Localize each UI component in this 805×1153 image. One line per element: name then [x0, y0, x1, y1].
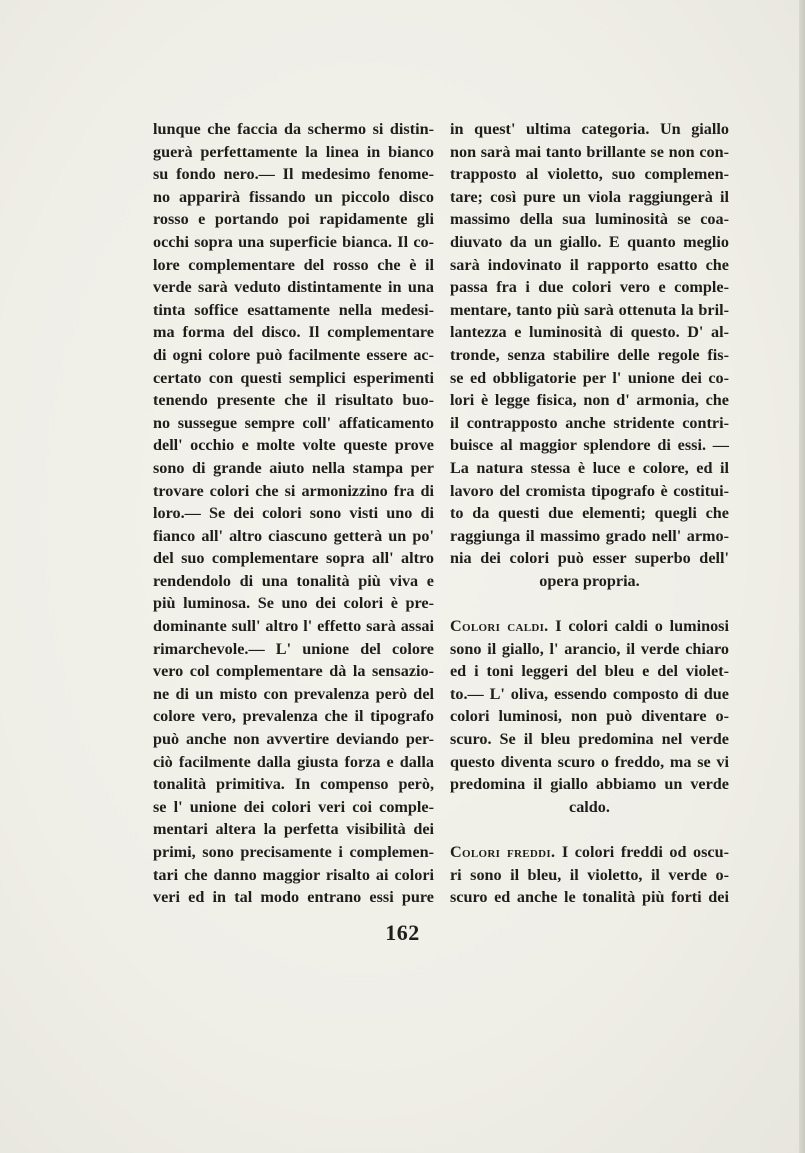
text-line: rosso e portando poi rapidamente gli — [153, 210, 434, 229]
text-line: passa fra i due colori vero e comple- — [450, 278, 729, 297]
text-line: nia dei colori può esser superbo dell' — [450, 549, 729, 568]
text-line: opera propria. — [539, 571, 640, 590]
text-line: tenendo presente che il risultato buo- — [153, 391, 434, 410]
text-line: non sarà mai tanto brillante se non con- — [450, 142, 729, 161]
text-line: diuvato da un giallo. E quanto meglio — [450, 232, 729, 251]
text-line: ne di un misto con prevalenza però del — [153, 684, 434, 703]
warm-colors-first-line: Colori caldi. I colori caldi o luminosi — [450, 617, 729, 636]
text-line: tare; così pure un viola raggiungerà il — [450, 187, 729, 206]
text-line: scuro ed anche le tonalità più forti dei — [450, 888, 729, 907]
text-line: sono di grande aiuto nella stampa per — [153, 458, 434, 477]
text-line: se ed obbligatorie per l' unione dei co- — [450, 368, 729, 387]
text-line: colore vero, prevalenza che il tipografo — [153, 707, 434, 726]
text-line: certato con questi semplici esperimenti — [153, 368, 434, 387]
left-column — [153, 118, 434, 909]
text-line: rimarchevole.— L' unione del colore — [153, 639, 434, 658]
text-line: to da questi due elementi; quegli che — [450, 504, 729, 523]
text-line: predomina il giallo abbiamo un verde — [450, 775, 729, 794]
text-line: più luminosa. Se uno dei colori è pre- — [153, 594, 434, 613]
text-line: ed i toni leggeri del bleu e del violet- — [450, 662, 729, 681]
text-line: su fondo nero.— Il medesimo fenome- — [153, 165, 434, 184]
cold-colors-first-line: Colori freddi. I colori freddi od oscu- — [450, 843, 730, 861]
text-line: lore complementare del rosso che è il — [153, 255, 434, 274]
text-line: tronde, senza stabilire delle regole fis- — [450, 345, 729, 364]
text-line: può anche non avvertire deviando per- — [153, 730, 434, 749]
text-line: scuro. Se il bleu predomina nel verde — [450, 730, 729, 749]
text-line: in quest' ultima categoria. Un giallo — [450, 120, 729, 138]
text-line: dominante sull' altro l' effetto sarà assai — [153, 617, 434, 636]
text-line: trovare colori che si armonizzino fra di — [153, 481, 434, 500]
text-line: veri ed in tal modo entrano essi pure — [153, 888, 434, 907]
text-line: sarà indovinato il rapporto esatto che — [450, 255, 729, 274]
text-line: il contrapposto anche stridente contri- — [450, 413, 729, 432]
text-line: se l' unione dei colori veri coi comple- — [153, 797, 434, 816]
text-line: lavoro del cromista tipografo è costitui- — [450, 481, 729, 500]
text-line: verde sarà veduto distintamente in una — [153, 278, 434, 297]
text-line: no apparirà fissando un piccolo disco — [153, 187, 434, 206]
text-line: raggiunga il massimo grado nell' armo- — [450, 526, 729, 545]
text-line: lantezza e luminosità di questo. D' al- — [450, 323, 729, 342]
text-line: ri sono il bleu, il violetto, il verde o- — [450, 865, 729, 884]
text-line: ma forma del disco. Il complementare — [153, 323, 434, 342]
text-line: mentari altera la perfetta visibilità dei — [153, 820, 434, 839]
text-line: fianco all' altro ciascuno getterà un po' — [153, 526, 434, 545]
text-line: lori è legge fisica, non d' armonia, che — [450, 391, 729, 410]
text-line: di ogni colore può facilmente essere ac- — [153, 345, 434, 364]
text-line: trapposto al violetto, suo complemen- — [450, 165, 729, 184]
page-number: 162 — [385, 920, 420, 945]
right-column — [450, 118, 729, 909]
text-line: questo diventa scuro o freddo, ma se vi — [450, 752, 729, 771]
text-line: tonalità primitiva. In compenso però, — [153, 775, 434, 794]
text-line: loro.— Se dei colori sono visti uno di — [153, 504, 434, 523]
text-line: massimo della sua luminosità se coa- — [450, 210, 729, 229]
text-line: rendendolo di una tonalità più viva e — [153, 571, 434, 590]
text-line: del suo complementare sopra all' altro — [153, 549, 434, 568]
section-heading-cold-colors: Colori freddi. — [450, 843, 556, 861]
text-line: La natura stessa è luce e colore, ed il — [450, 458, 729, 477]
text-line: caldo. — [569, 797, 610, 816]
text-line: ciò facilmente dalla giusta forza e dalla — [153, 752, 434, 771]
text-line: lunque che faccia da schermo si distin- — [153, 120, 434, 138]
page-edge — [799, 0, 805, 1153]
text-line: colori luminosi, non può diventare o- — [450, 707, 729, 726]
text-line: sono il giallo, l' arancio, il verde chiaro — [450, 639, 729, 658]
text-line: primi, sono precisamente i complemen- — [153, 843, 434, 861]
text-line: tari che danno maggior risalto ai colori — [153, 865, 434, 884]
text-line: mentare, tanto più sarà ottenuta la bril- — [450, 300, 729, 319]
text-line: occhi sopra una superficie bianca. Il co- — [153, 232, 434, 251]
text-line: no sussegue sempre coll' affaticamento — [153, 413, 434, 432]
text-line: vero col complementare dà la sensazio- — [153, 662, 434, 681]
text-line: dell' occhio e molte volte queste prove — [153, 436, 434, 455]
text-line: buisce al maggior splendore di essi. — — [450, 436, 729, 455]
text-line: to.— L' oliva, essendo composto di due — [450, 684, 729, 703]
section-heading-warm-colors: Colori caldi. — [450, 617, 549, 636]
text-line: tinta soffice esattamente nella medesi- — [153, 300, 434, 319]
text-line: guerà perfettamente la linea in bianco — [153, 142, 434, 161]
